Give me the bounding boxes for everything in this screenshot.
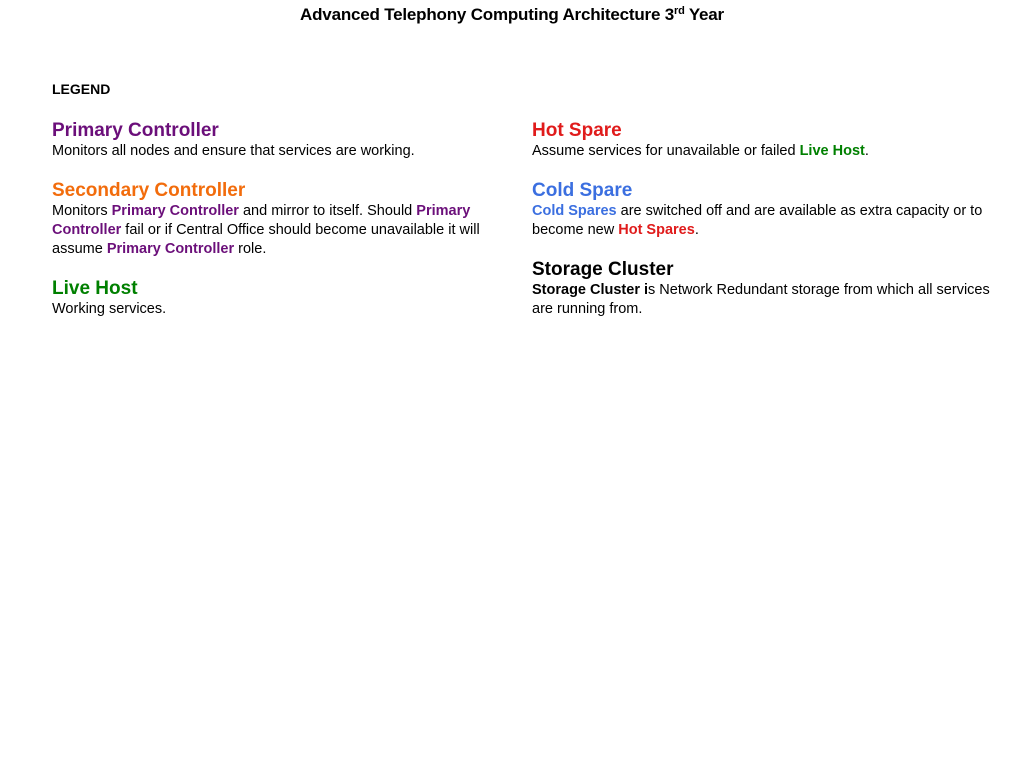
text-segment: . [694,222,699,238]
storage-cluster-keyword: Storage Cluster i [532,282,649,298]
hot-spare-heading: Hot Spare [532,120,622,141]
entry-primary-controller [52,119,516,161]
legend-right-column [532,119,992,337]
storage-cluster-heading: Storage Cluster [532,259,674,280]
entry-hot-spare [532,119,992,161]
primary-controller-keyword: Primary Controller [52,203,471,238]
text-segment: fail or if Central Office should become unavailable it will assume [52,222,480,257]
primary-controller-heading: Primary Controller [52,120,219,141]
text-segment: . [864,143,869,159]
live-host-keyword: Live Host [799,143,865,159]
primary-controller-keyword: Primary Controller [111,203,239,219]
hot-spares-keyword: Hot Spares [618,222,695,238]
title-main: Advanced Telephony Computing Architecture 3 [300,5,674,24]
legend-left-column [52,119,516,337]
title-suffix: Year [684,5,724,24]
text-segment: s Network Redundant storage from which all services are running from. [532,282,990,317]
text-segment: are switched off and are available as extra capacity or to become new [532,203,983,238]
text-segment: Assume services for unavailable or failed [532,143,800,159]
storage-cluster-description [532,281,992,319]
cold-spare-description [532,202,992,240]
entry-live-host [52,277,516,319]
secondary-controller-heading: Secondary Controller [52,180,246,201]
hot-spare-description [532,142,992,161]
legend-label: LEGEND [52,81,111,97]
entry-cold-spare [532,179,992,240]
cold-spare-heading: Cold Spare [532,180,633,201]
page-title [0,5,1024,25]
text-segment: and mirror to itself. Should [238,203,417,219]
primary-controller-keyword: Primary Controller [106,241,235,257]
primary-controller-description: Monitors all nodes and ensure that services are working. [52,143,415,159]
title-superscript: rd [674,5,685,17]
live-host-heading: Live Host [52,278,138,299]
entry-secondary-controller [52,179,516,259]
secondary-controller-description [52,202,516,259]
cold-spares-keyword: Cold Spares [532,203,617,219]
entry-storage-cluster [532,258,992,319]
text-segment: role. [234,241,267,257]
text-segment: Monitors [52,203,112,219]
live-host-description: Working services. [52,301,167,317]
